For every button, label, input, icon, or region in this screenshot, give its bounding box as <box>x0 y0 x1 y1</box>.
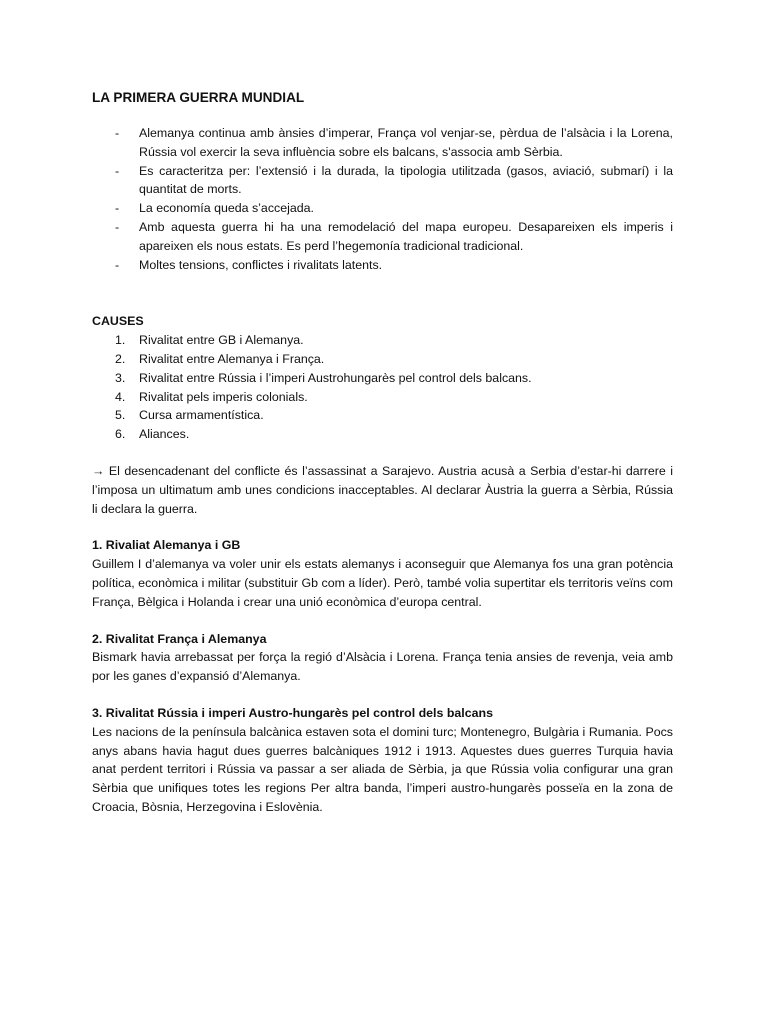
spacer <box>92 444 673 462</box>
item-text: Aliances. <box>139 427 190 442</box>
bullet-text: Amb aquesta guerra hi ha una remodelació del mapa europeu. Desapareixen els imperis i apareixen els nous estats. Es perd l’hegemonía tradicional tradicional. <box>139 219 673 253</box>
list-item <box>92 199 673 218</box>
item-text: Rivalitat entre GB i Alemanya. <box>139 333 304 348</box>
list-item <box>92 218 673 256</box>
trigger-paragraph: → El desencadenant del conflicte és l’assassinat a Sarajevo. Austria acusà a Serbia d’estar-hi darrere i l’imposa un ultimatum amb unes condicions inacceptables. Al declarar Àustria la guerra a Sèrbia, Rússia li declara la guerra. <box>92 463 673 516</box>
item-text: Rivalitat entre Alemanya i França. <box>139 351 325 366</box>
bullet-marker: - <box>115 257 120 272</box>
item-text: Rivalitat pels imperis colonials. <box>139 389 308 404</box>
section-heading: 2. Rivalitat França i Alemanya <box>92 631 267 646</box>
item-number: 4. <box>115 389 126 404</box>
list-item <box>92 369 673 388</box>
bullet-text: Es caracteritza per: l’extensió i la durada, la tipologia utilitzada (gasos, aviació, submarí) i la quantitat de morts. <box>139 163 673 197</box>
causes-list <box>92 331 673 444</box>
list-item <box>92 388 673 407</box>
bullet-text: Moltes tensions, conflictes i rivalitats latents. <box>139 257 383 272</box>
spacer <box>92 686 673 704</box>
item-number: 6. <box>115 427 126 442</box>
list-item <box>92 331 673 350</box>
list-item <box>92 162 673 200</box>
list-item <box>92 124 673 162</box>
spacer <box>92 518 673 536</box>
list-item <box>92 425 673 444</box>
list-item <box>92 406 673 425</box>
bullet-marker: - <box>115 219 120 234</box>
section-heading: 1. Rivaliat Alemanya i GB <box>92 538 241 553</box>
document-title: LA PRIMERA GUERRA MUNDIAL <box>92 90 305 105</box>
document-page <box>92 88 673 817</box>
item-number: 3. <box>115 370 126 385</box>
bullet-text: Alemanya continua amb ànsies d’imperar, França vol venjar-se, pèrdua de l’alsàcia i la Lorena, Rússia vol exercir la seva influència sobre els balcans, s'associa amb Sèrbia. <box>139 126 673 159</box>
spacer <box>92 274 673 312</box>
item-text: Cursa armamentística. <box>139 408 264 423</box>
section-body: Les nacions de la península balcànica estaven sota el domini turc; Montenegro, Bulgària i Rumania. Pocs anys abans havia hagut dues guerres balcàniques 1912 i 1913. Aquestes dues guerres Turquia havia anat perdent territori i Rússia va passar a ser aliada de Sèrbia, ja que Rússia volia configurar una gran Sèrbia que unifiques totes les regions Per altra banda, l’imperi austro-hungarès posseïa en la zona de Croacia, Bòsnia, Herzegovina i Eslovènia. <box>92 724 673 814</box>
spacer <box>92 612 673 630</box>
bullet-marker: - <box>115 201 120 216</box>
bullet-text: La economía queda s’accejada. <box>139 201 314 216</box>
item-number: 2. <box>115 351 126 366</box>
bullet-marker: - <box>115 126 120 140</box>
section-body: Bismark havia arrebassat per força la regió d’Alsàcia i Lorena. França tenia ansies de revenja, veia amb por les ganes d’expansió d’Alemanya. <box>92 650 673 684</box>
item-text: Rivalitat entre Rússia i l’imperi Austrohungarès pel control dels balcans. <box>139 370 532 385</box>
section-heading: 3. Rivalitat Rússia i imperi Austro-hungarès pel control dels balcans <box>92 705 493 720</box>
item-number: 5. <box>115 408 126 423</box>
section-body: Guillem I d’alemanya va voler unir els estats alemanys i aconseguir que Alemanya fos una gran potència política, econòmica i militar (substituir Gb com a líder). Però, també volia supertitar els territoris veïns com França, Bèlgica i Holanda i crear una unió econòmica d’europa central. <box>92 557 673 609</box>
bullet-marker: - <box>115 163 120 178</box>
intro-bullet-list <box>92 124 673 274</box>
list-item <box>92 256 673 275</box>
causes-heading: CAUSES <box>92 314 144 329</box>
list-item <box>92 350 673 369</box>
item-number: 1. <box>115 333 126 348</box>
